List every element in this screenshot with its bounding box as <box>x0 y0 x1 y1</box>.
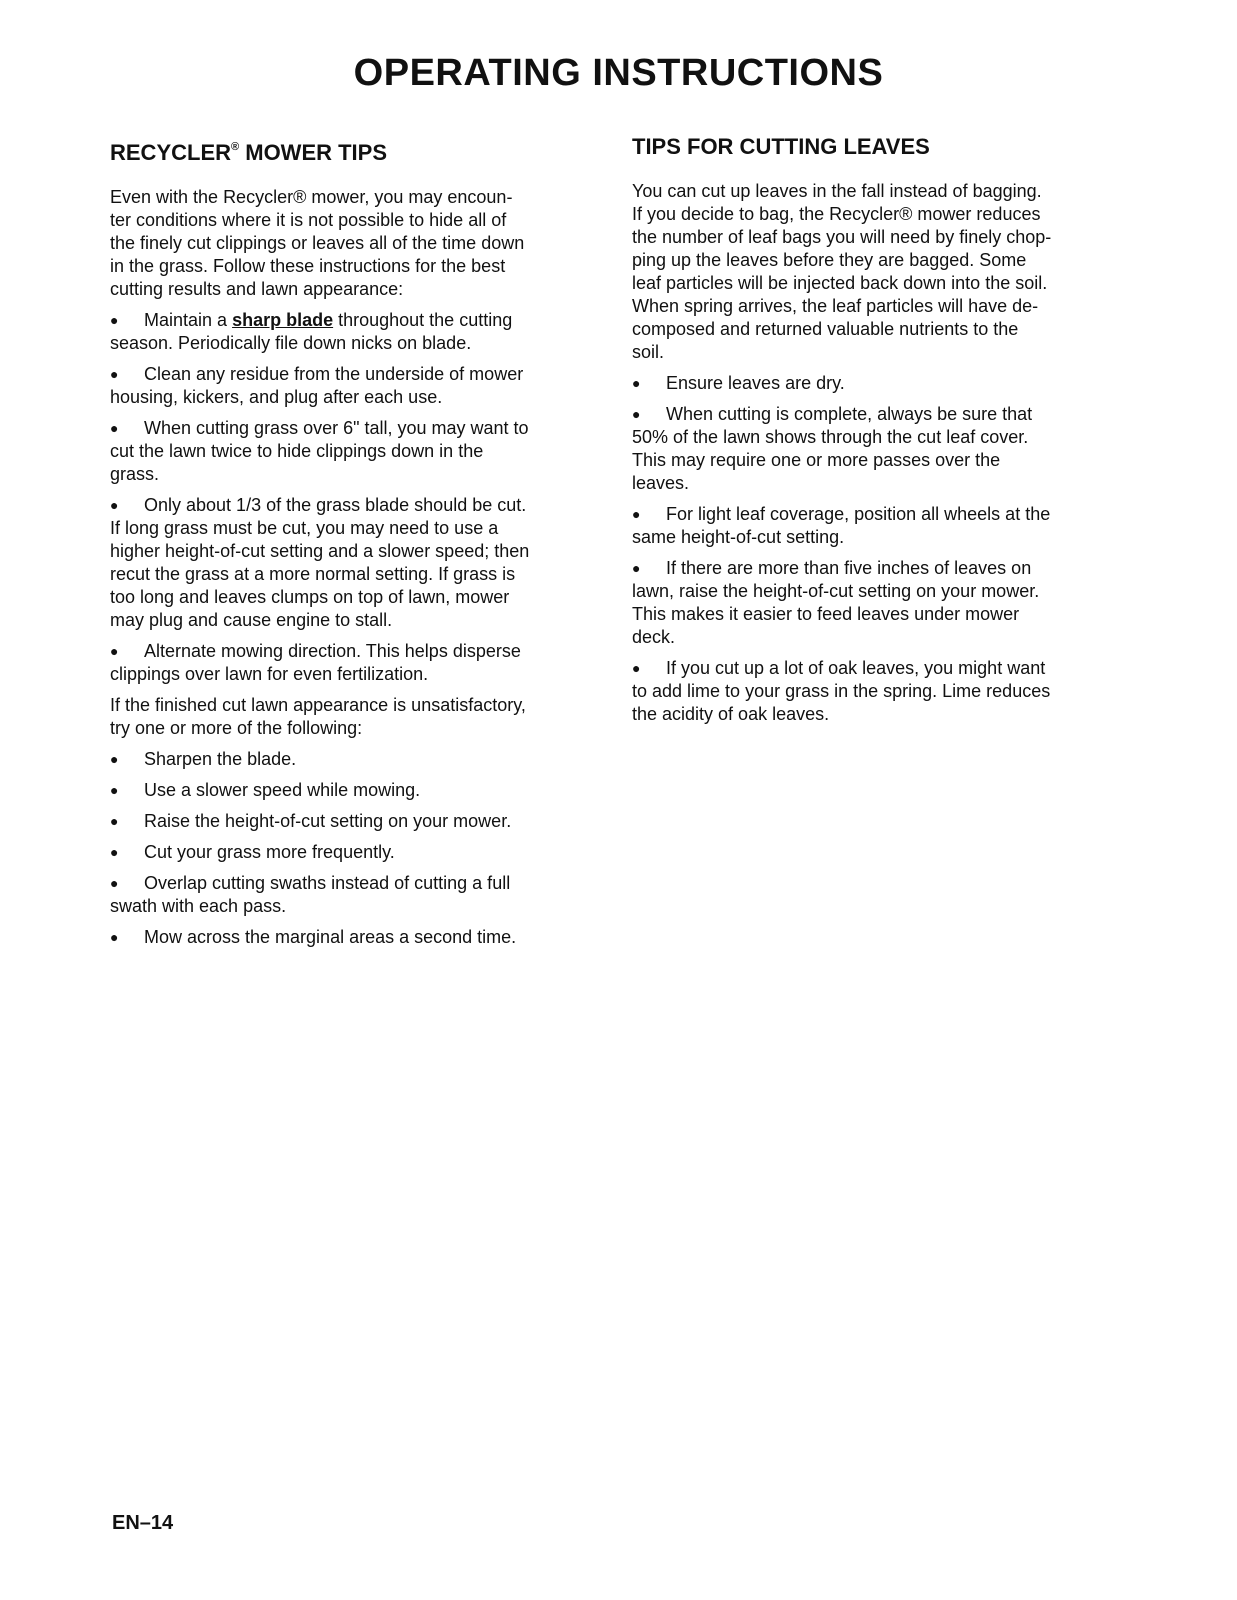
bullet-icon: ● <box>632 406 641 422</box>
bullet-icon: ● <box>632 506 641 522</box>
leaves-tips-column <box>632 134 1112 734</box>
bullet-icon: ● <box>110 813 119 829</box>
bullet-icon: ● <box>110 751 119 767</box>
recycler-tips-heading <box>110 134 588 166</box>
bullet-icon: ● <box>632 660 641 676</box>
heading-text-rest: MOWER TIPS <box>239 140 388 165</box>
bullet-icon: ● <box>632 560 641 576</box>
bullet-raise-height: ● Raise the height-of-cut setting on your mower. <box>110 811 512 831</box>
bullet-icon: ● <box>110 420 119 436</box>
bullet-one-third-rule: ● Only about 1/3 of the grass blade should be cut. If long grass must be cut, you may need to use a higher height-of-cut setting and a slower speed; then recut the grass at a more normal setting. If grass is too long and leaves clumps on top of lawn, mower may plug and cause engine to stall. <box>110 495 530 630</box>
page-title: OPERATING INSTRUCTIONS <box>353 52 884 94</box>
bullet-icon: ● <box>110 782 119 798</box>
heading-text: RECYCLER <box>110 140 232 165</box>
recycler-tips-column <box>110 134 588 957</box>
bullet-five-inches: ● If there are more than five inches of leaves on lawn, raise the height-of-cut setting on your mower. This makes it easier to feed leaves under mower deck. <box>632 558 1040 647</box>
bullet-oak-leaves: ● If you cut up a lot of oak leaves, you might want to add lime to your grass in the spring. Lime reduces the acidity of oak leaves. <box>632 658 1051 724</box>
bullet-icon: ● <box>632 375 641 391</box>
bullet-marginal-areas: ● Mow across the marginal areas a second time. <box>110 927 517 947</box>
bullet-icon: ● <box>110 929 119 945</box>
bullet-sharpen-blade: ● Sharpen the blade. <box>110 749 297 769</box>
recycler-intro-paragraph: Even with the Recycler® mower, you may encoun- ter conditions where it is not possible to hide all of the finely cut clippings or leaves all of the time down in the grass. Follow these instructions for the best cutting results and lawn appearance: <box>110 187 525 299</box>
bullet-leaves-dry: ● Ensure leaves are dry. <box>632 373 845 393</box>
bullet-clean-residue: ● Clean any residue from the underside of mower housing, kickers, and plug after each use. <box>110 364 524 407</box>
bullet-icon: ● <box>110 875 119 891</box>
bullet-slower-speed: ● Use a slower speed while mowing. <box>110 780 421 800</box>
bullet-alternate-direction: ● Alternate mowing direction. This helps disperse clippings over lawn for even fertilization. <box>110 641 521 684</box>
bullet-lawn-shows-through: ● When cutting is complete, always be sure that 50% of the lawn shows through the cut leaf cover. This may require one or more passes over the leaves. <box>632 404 1033 493</box>
bullet-sharp-blade: ● Maintain a sharp blade throughout the cutting season. Periodically file down nicks on blade. <box>110 310 513 353</box>
bullet-light-coverage: ● For light leaf coverage, position all wheels at the same height-of-cut setting. <box>632 504 1051 547</box>
bullet-icon: ● <box>110 312 119 328</box>
unsatisfactory-paragraph: If the finished cut lawn appearance is unsatisfactory, try one or more of the following: <box>110 695 526 738</box>
registered-mark: ® <box>231 141 240 153</box>
sharp-blade-emphasis: sharp blade <box>232 310 334 330</box>
bullet-icon: ● <box>110 366 119 382</box>
bullet-cut-frequently: ● Cut your grass more frequently. <box>110 842 395 862</box>
bullet-icon: ● <box>110 844 119 860</box>
bullet-icon: ● <box>110 497 119 513</box>
page-number: EN–14 <box>112 1512 174 1534</box>
leaves-intro-paragraph: You can cut up leaves in the fall instead of bagging. If you decide to bag, the Recycler® mower reduces the number of leaf bags you will need by finely chop- ping up the leaves before they are bagged. Some leaf particles will be injected back down into the soil. When spring arrives, the leaf particles will have de- composed and returned valuable nutrients to the soil. <box>632 181 1052 362</box>
bullet-tall-grass: ● When cutting grass over 6" tall, you may want to cut the lawn twice to hide clippings down in the grass. <box>110 418 529 484</box>
bullet-icon: ● <box>110 643 119 659</box>
leaves-tips-heading: TIPS FOR CUTTING LEAVES <box>632 134 930 159</box>
bullet-overlap-swaths: ● Overlap cutting swaths instead of cutting a full swath with each pass. <box>110 873 511 916</box>
